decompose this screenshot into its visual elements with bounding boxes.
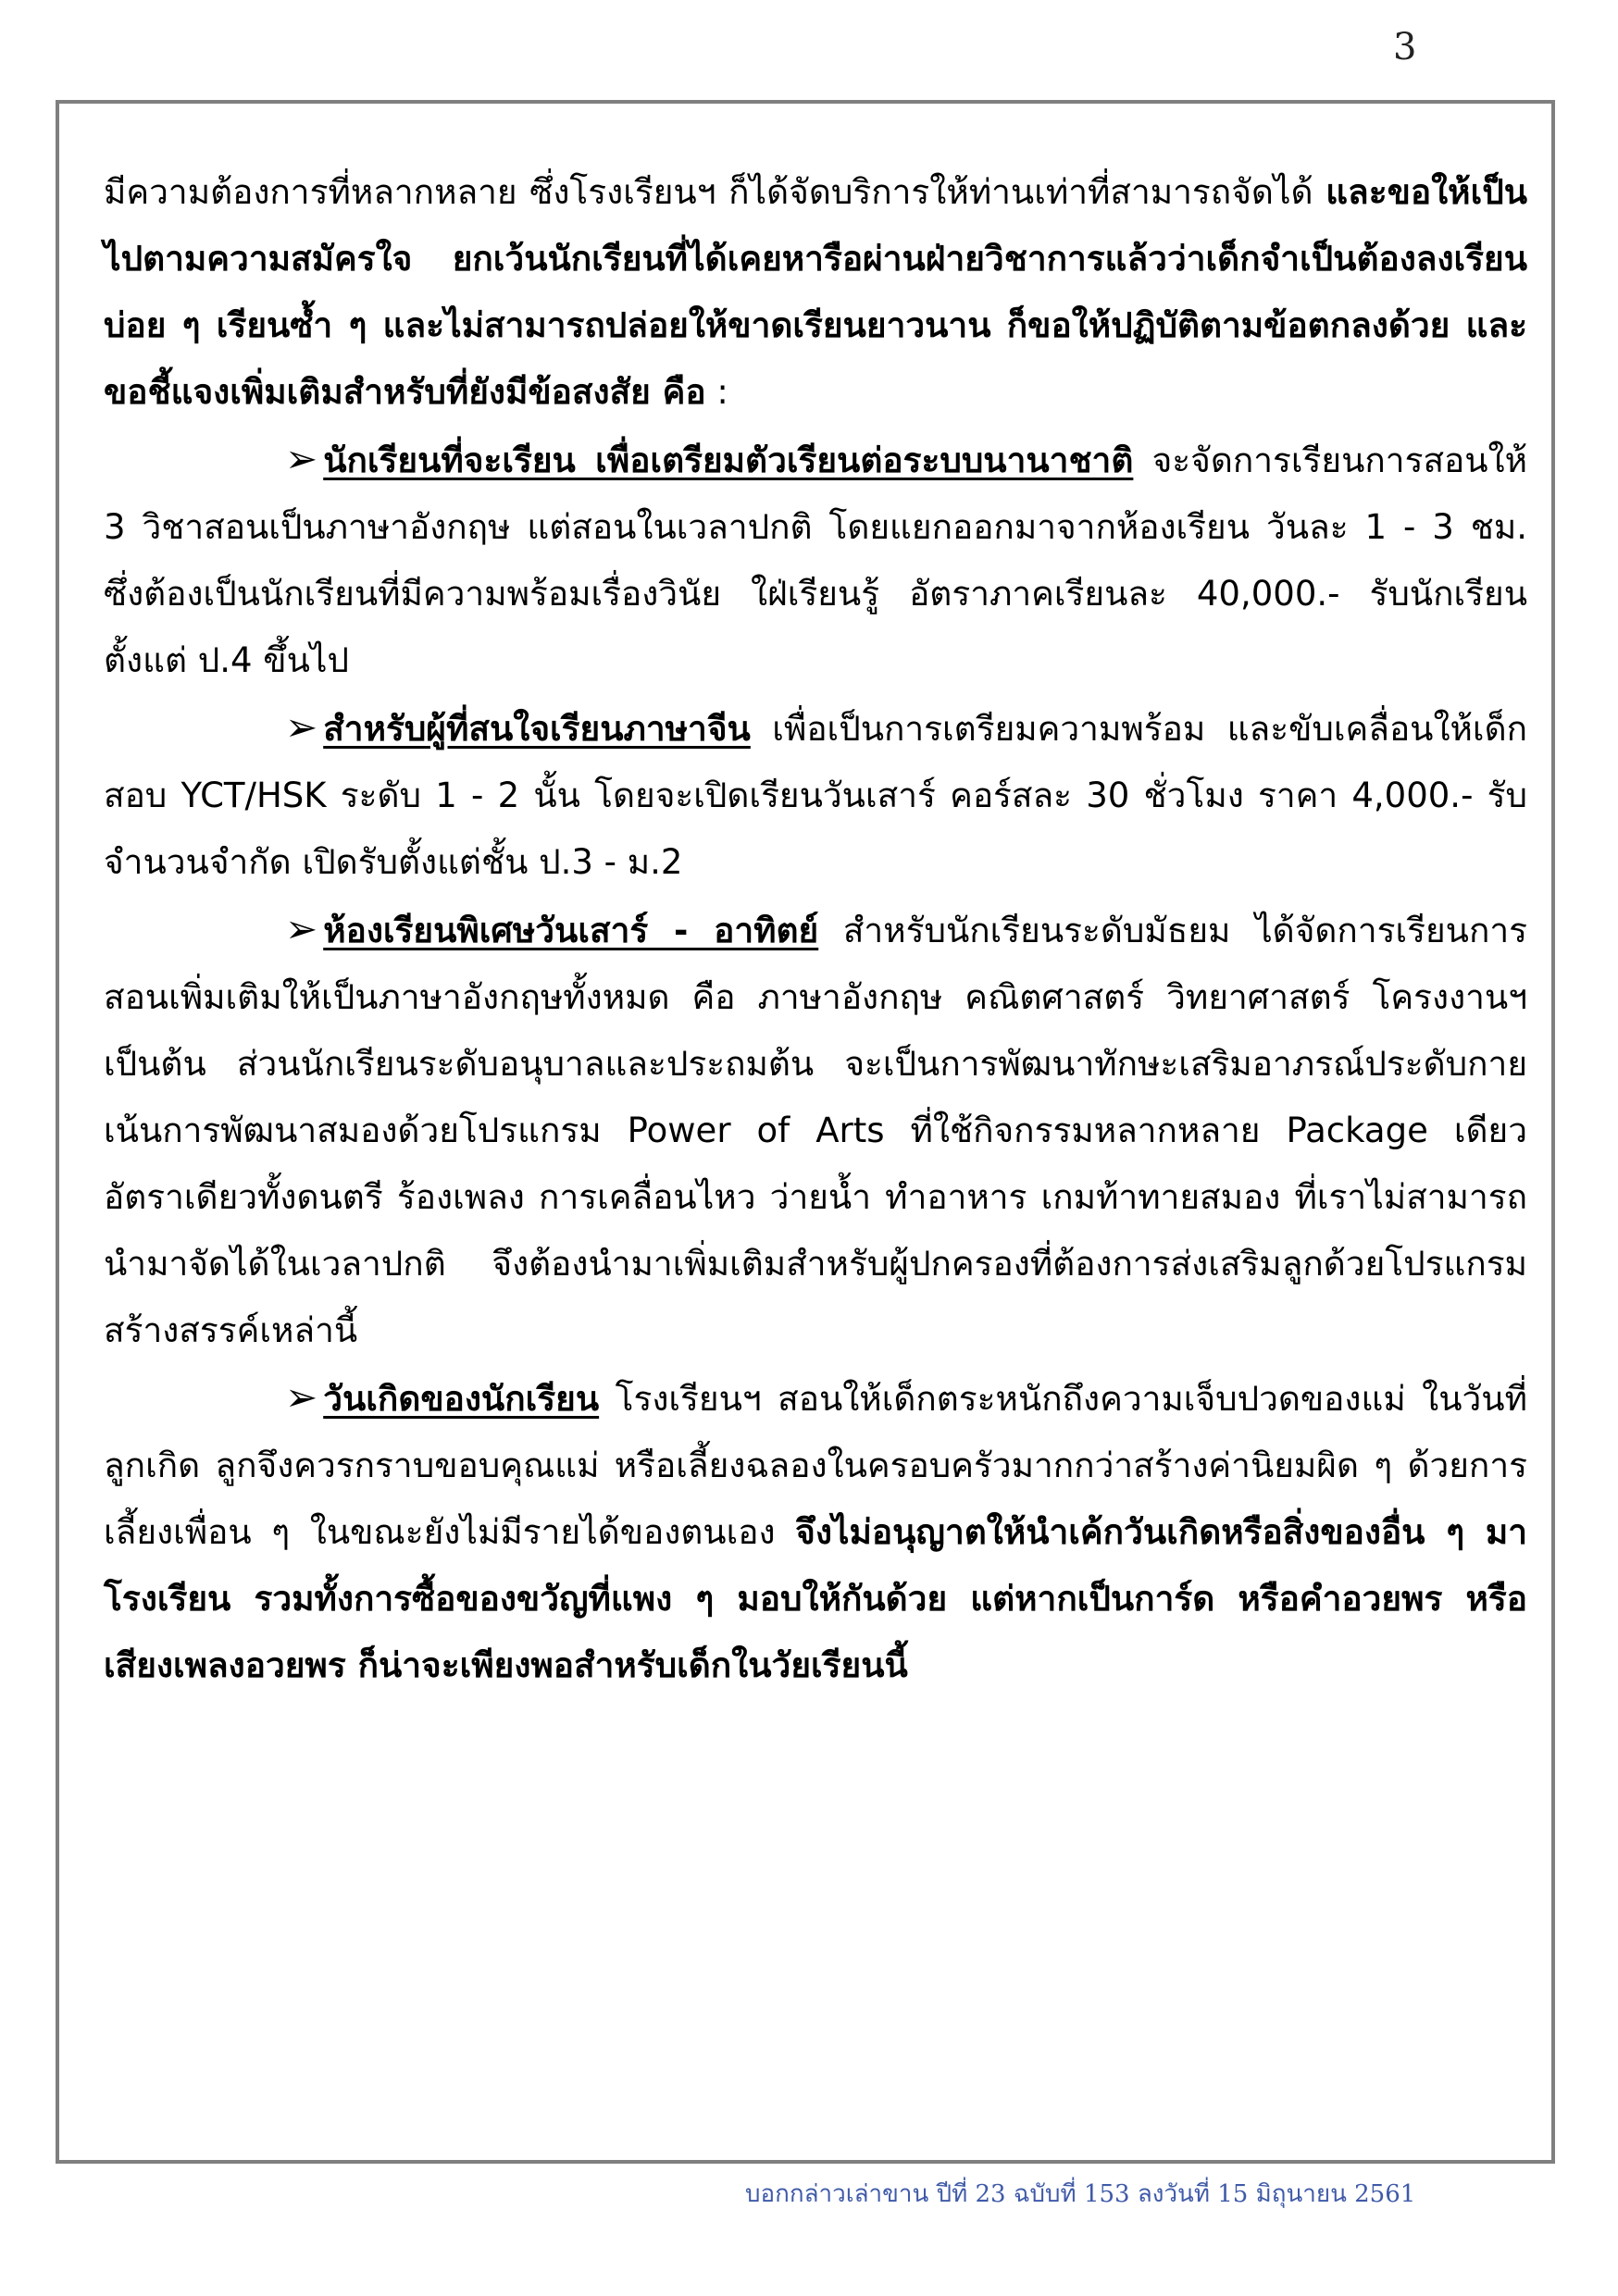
section-body: จะจัดการเรียนการสอนให้ 3 วิชาสอนเป็นภาษาอังกฤษ แต่สอนในเวลาปกติ โดยแยกออกมาจากห้องเรียน วันละ 1 - 3 ชม. ซึ่งต้องเป็นนักเรียนที่มีความพร้อมเรื่องวินัย ใฝ่เรียนรู้ อัตราภาคเรียนละ 40,000.- รับนักเรียนตั้งแต่ ป.4 ขึ้นไป xyxy=(104,441,1528,680)
document-body xyxy=(104,159,1527,1699)
section-body: เพื่อเป็นการเตรียมความพร้อม และขับเคลื่อนให้เด็กสอบ YCT/HSK ระดับ 1 - 2 นั้น โดยจะเปิดเรียนวันเสาร์ คอร์สละ 30 ชั่วโมง ราคา 4,000.- รับจำนวนจำกัด เปิดรับตั้งแต่ชั้น ป.3 - ม.2 xyxy=(104,709,1527,882)
section-body: สำหรับนักเรียนระดับมัธยม ได้จัดการเรียนการสอนเพิ่มเติมให้เป็นภาษาอังกฤษทั้งหมด คือ ภาษาอังกฤษ คณิตศาสตร์ วิทยาศาสตร์ โครงงานฯ เป็นต้น ส่วนนักเรียนระดับอนุบาลและประถมต้น จะเป็นการพัฒนาทักษะเสริมอาภรณ์ประดับกาย เน้นการพัฒนาสมองด้วยโปรแกรม Power of Arts ที่ใช้กิจกรรมหลากหลาย Package เดียว อัตราเดียวทั้งดนตรี ร้องเพลง การเคลื่อนไหว ว่ายน้ำ ทำอาหาร เกมท้าทายสมอง ที่เราไม่สามารถนำมาจัดได้ในเวลาปกติ จึงต้องนำมาเพิ่มเติมสำหรับผู้ปกครองที่ต้องการส่งเสริมลูกด้วยโปรแกรมสร้างสรรค์เหล่านี้ xyxy=(104,911,1528,1350)
section-birthday xyxy=(104,1364,1527,1699)
page-number: 3 xyxy=(1393,26,1417,68)
intro-text: มีความต้องการที่หลากหลาย ซึ่งโรงเรียนฯ ก็ได้จัดบริการให้ท่านเท่าที่สามารถจัดได้ xyxy=(104,172,1326,212)
arrow-bullet-icon: ➢ xyxy=(285,1374,318,1420)
section-international xyxy=(104,426,1527,694)
arrow-bullet-icon: ➢ xyxy=(285,436,318,481)
intro-paragraph xyxy=(104,159,1527,426)
section-heading: ห้องเรียนพิเศษวันเสาร์ - อาทิตย์ xyxy=(323,911,819,950)
section-heading: วันเกิดของนักเรียน xyxy=(323,1379,600,1419)
section-weekend-class xyxy=(104,896,1527,1364)
arrow-bullet-icon: ➢ xyxy=(285,704,318,750)
arrow-bullet-icon: ➢ xyxy=(285,906,318,951)
intro-bold-text: และขอให้เป็นไปตามความสมัครใจ ยกเว้นนักเรียนที่ได้เคยหารือผ่านฝ่ายวิชาการแล้วว่าเด็กจำเป็นต้องลงเรียนบ่อย ๆ เรียนซ้ำ ๆ และไม่สามารถปล่อยให้ขาดเรียนยาวนาน ก็ขอให้ปฏิบัติตามข้อตกลงด้วย และขอชี้แจงเพิ่มเติมสำหรับที่ยังมีข้อสงสัย คือ xyxy=(104,172,1527,412)
section-heading: สำหรับผู้ที่สนใจเรียนภาษาจีน xyxy=(323,709,751,749)
newsletter-footer: บอกกล่าวเล่าขาน ปีที่ 23 ฉบับที่ 153 ลงวันที่ 15 มิถุนายน 2561 xyxy=(745,2180,1416,2208)
intro-end: : xyxy=(705,372,728,412)
section-chinese xyxy=(104,694,1527,896)
section-body: โรงเรียนฯ สอนให้เด็กตระหนักถึงความเจ็บปวดของแม่ ในวันที่ลูกเกิด ลูกจึงควรกราบขอบคุณแม่ หรือเลี้ยงฉลองในครอบครัวมากกว่าสร้างค่านิยมผิด ๆ ด้วยการเลี้ยงเพื่อน ๆ ในขณะยังไม่มีรายได้ของตนเอง xyxy=(104,1379,1527,1552)
section-body-bold: จึงไม่อนุญาตให้นำเค้กวันเกิดหรือสิ่งของอื่น ๆ มาโรงเรียน รวมทั้งการซื้อของขวัญที่แพง ๆ มอบให้กันด้วย แต่หากเป็นการ์ด หรือคำอวยพร หรือเสียงเพลงอวยพร ก็น่าจะเพียงพอสำหรับเด็กในวัยเรียนนี้ xyxy=(104,1512,1528,1685)
section-heading: นักเรียนที่จะเรียน เพื่อเตรียมตัวเรียนต่อระบบนานาชาติ xyxy=(323,441,1134,480)
